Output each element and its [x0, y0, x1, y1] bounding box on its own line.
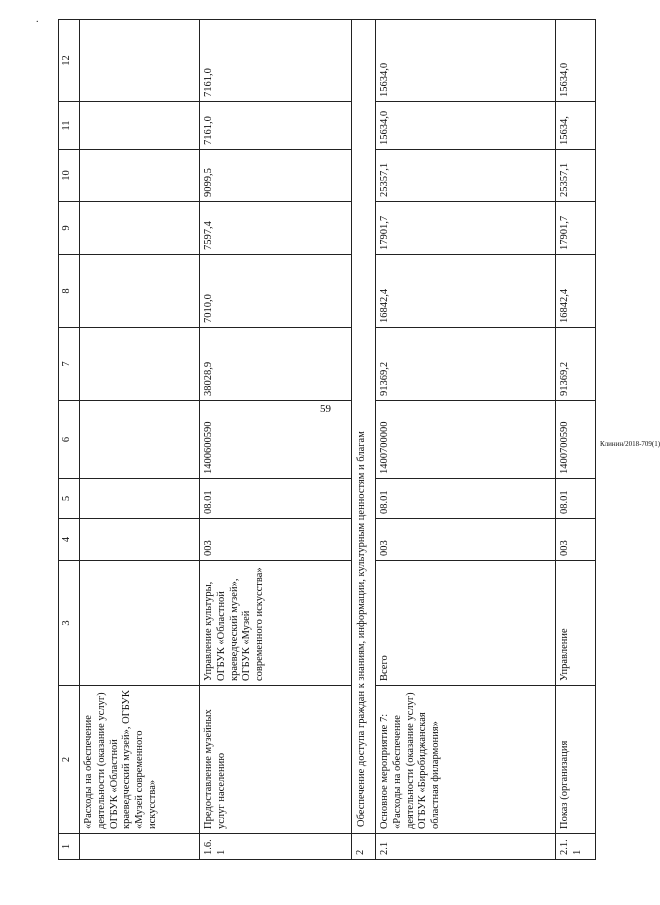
- cell: 2.1.1: [556, 834, 596, 860]
- col-header: 5: [59, 479, 80, 519]
- cell: 08.01: [556, 479, 596, 519]
- section-number: 2: [352, 834, 376, 860]
- cell: 17901,7: [376, 202, 556, 255]
- cell: 7161,0: [200, 20, 352, 102]
- cell: 08.01: [376, 479, 556, 519]
- cell: Основное мероприятие 7: «Расходы на обеспечение деятельности (оказание услуг) ОГБУК «Биробиджанская областная филармония»: [376, 686, 556, 834]
- cell: Всего: [376, 561, 556, 686]
- cell: 38028,9: [200, 328, 352, 401]
- cell: [80, 102, 200, 150]
- cell: 91369,2: [556, 328, 596, 401]
- col-header: 2: [59, 686, 80, 834]
- cell: Показ (организация: [556, 686, 596, 834]
- table-row: [376, 20, 556, 860]
- budget-table-rotated: [58, 20, 593, 860]
- cell: 003: [200, 519, 352, 561]
- cell: [80, 150, 200, 202]
- cell: [80, 519, 200, 561]
- cell: 003: [556, 519, 596, 561]
- col-header: 6: [59, 401, 80, 479]
- col-header: 12: [59, 20, 80, 102]
- cell: 1.6.1: [200, 834, 352, 860]
- col-header: 3: [59, 561, 80, 686]
- document-code: Клинин/2018-709(1): [600, 440, 660, 448]
- scan-mark: .: [36, 14, 39, 25]
- cell: 16842,4: [556, 255, 596, 328]
- cell: [80, 20, 200, 102]
- cell: Управление: [556, 561, 596, 686]
- cell: 25357,1: [556, 150, 596, 202]
- section-title: Обеспечение доступа граждан к знаниям, информации, культурным ценностям и благам: [352, 20, 376, 834]
- col-header: 9: [59, 202, 80, 255]
- table-row: [80, 20, 200, 860]
- cell: 1400600590: [200, 401, 352, 479]
- cell: 91369,2: [376, 328, 556, 401]
- col-header: 4: [59, 519, 80, 561]
- cell: 16842,4: [376, 255, 556, 328]
- cell: [80, 255, 200, 328]
- cell: 003: [376, 519, 556, 561]
- cell: 15634,0: [376, 20, 556, 102]
- cell: Управление культуры, ОГБУК «Областной краеведческий музей», ОГБУК «Музей современного искусства»: [200, 561, 352, 686]
- cell: [80, 328, 200, 401]
- table-row: [200, 20, 352, 860]
- col-header: 11: [59, 102, 80, 150]
- cell: [80, 202, 200, 255]
- cell: 15634,0: [556, 20, 596, 102]
- cell: 9099,5: [200, 150, 352, 202]
- cell: Предоставление музейных услуг населению: [200, 686, 352, 834]
- col-header: 1: [59, 834, 80, 860]
- cell: 25357,1: [376, 150, 556, 202]
- table-row: [556, 20, 596, 860]
- cell: 2.1: [376, 834, 556, 860]
- header-row: [59, 20, 80, 860]
- col-header: 7: [59, 328, 80, 401]
- cell: [80, 479, 200, 519]
- budget-table: [58, 19, 596, 860]
- cell: 08.01: [200, 479, 352, 519]
- section-row: [352, 20, 376, 860]
- page-number: 59: [320, 403, 331, 415]
- cell: 1400700590: [556, 401, 596, 479]
- cell: 7597,4: [200, 202, 352, 255]
- cell: 15634,0: [376, 102, 556, 150]
- cell: 17901,7: [556, 202, 596, 255]
- cell: 1400700000: [376, 401, 556, 479]
- cell: [80, 561, 200, 686]
- cell: [80, 834, 200, 860]
- col-header: 8: [59, 255, 80, 328]
- cell: 15634,: [556, 102, 596, 150]
- cell: 7161,0: [200, 102, 352, 150]
- cell: 7010,0: [200, 255, 352, 328]
- cell: [80, 401, 200, 479]
- cell: «Расходы на обеспечение деятельности (оказание услуг) ОГБУК «Областной краеведческий музей», ОГБУК «Музей современного искусства»: [80, 686, 200, 834]
- col-header: 10: [59, 150, 80, 202]
